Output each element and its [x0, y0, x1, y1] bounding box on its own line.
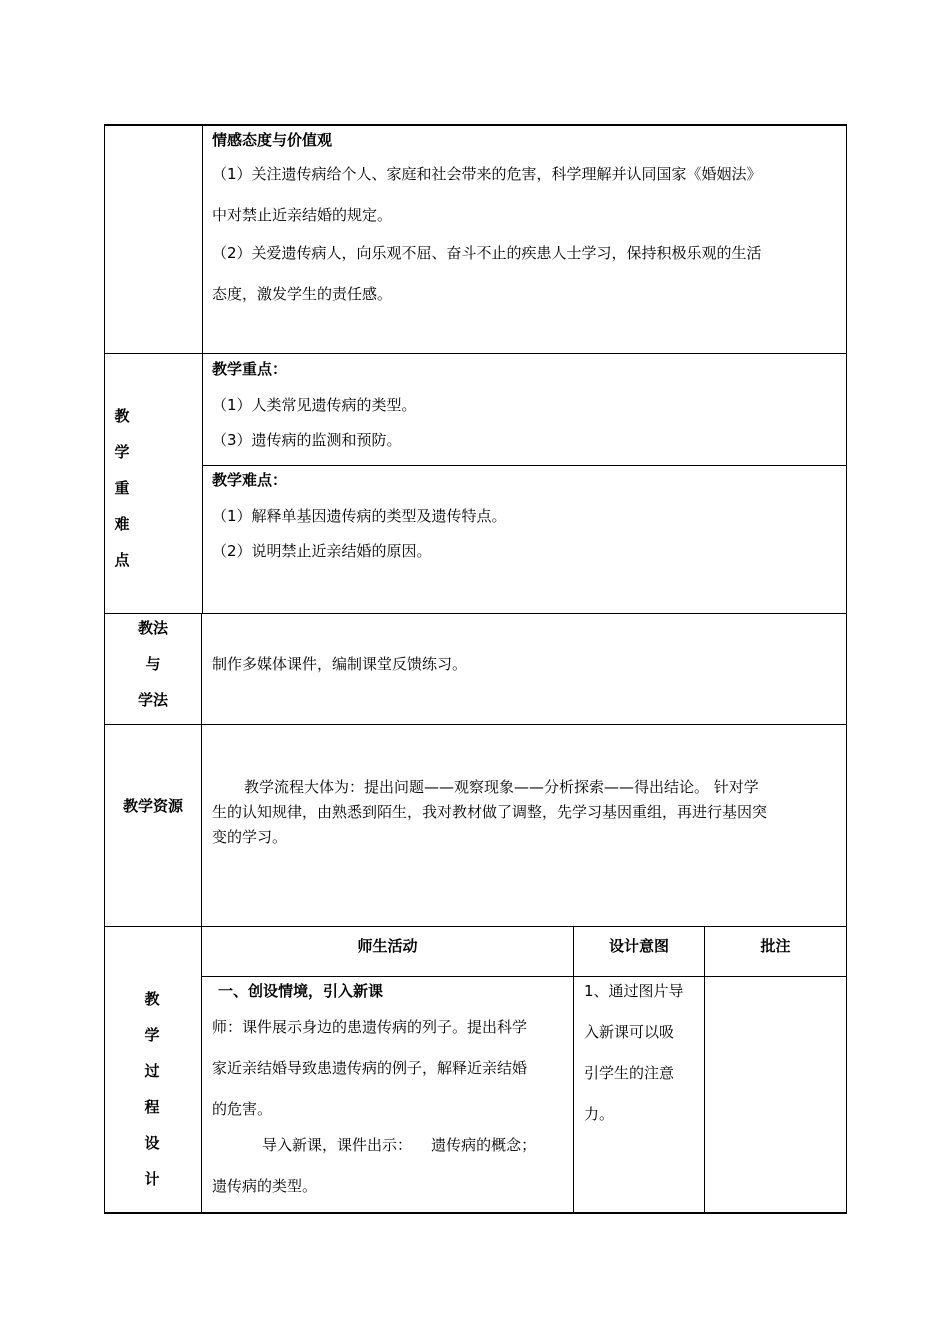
label-char: 设 — [144, 1134, 160, 1152]
row-divider-4 — [104, 926, 847, 927]
column-header-intent: 设计意图 — [608, 937, 669, 955]
resources-line1: 教学流程大体为：提出问题——观察现象——分析探索——得出结论。 针对学 — [244, 778, 759, 796]
label-char: 难 — [114, 515, 130, 533]
intent-line: 引学生的注意 — [584, 1064, 675, 1082]
methods-content: 制作多媒体课件，编制课堂反馈练习。 — [212, 655, 468, 673]
step1-line: 师：课件展示身边的患遗传病的列子。提出科学 — [212, 1018, 528, 1036]
process-label — [134, 981, 170, 1197]
row-divider-key-diff — [202, 465, 847, 466]
emotion-p1-line2: 中对禁止近亲结婚的规定。 — [212, 206, 393, 224]
emotion-p2-line2: 态度，激发学生的责任感。 — [212, 285, 393, 303]
step1-line: 家近亲结婚导致患遗传病的例子，解释近亲结婚 — [212, 1059, 528, 1077]
table-border-top — [104, 124, 847, 126]
step1-line: 遗传病的类型。 — [212, 1177, 318, 1195]
key-point-item: （3）遗传病的监测和预防。 — [212, 431, 402, 449]
column-divider-note — [704, 926, 705, 1214]
label-char: 点 — [114, 551, 130, 569]
row-divider-header — [201, 976, 847, 977]
table-border-bottom — [104, 1212, 847, 1214]
label-char: 教 — [144, 990, 160, 1008]
difficult-point-item: （1）解释单基因遗传病的类型及遗传特点。 — [212, 507, 507, 525]
difficult-points-heading: 教学难点： — [212, 471, 288, 489]
row-divider-3 — [104, 724, 847, 725]
emotion-p2-line1: （2）关爱遗传病人，向乐观不屈、奋斗不止的疾患人士学习，保持积极乐观的生活 — [212, 244, 762, 262]
column-header-activity: 师生活动 — [357, 937, 418, 955]
resources-label: 教学资源 — [122, 797, 183, 815]
difficult-point-item: （2）说明禁止近亲结婚的原因。 — [212, 542, 432, 560]
key-difficult-label — [104, 398, 140, 578]
row-divider-2 — [104, 613, 847, 614]
step1-line: 的危害。 — [212, 1100, 273, 1118]
label-char: 重 — [114, 479, 130, 497]
step1-line: 导入新课，课件出示： 遗传病的概念； — [262, 1136, 537, 1154]
methods-label-line1: 教法 — [137, 619, 168, 637]
label-char: 过 — [144, 1062, 160, 1080]
label-column-divider-a — [202, 124, 203, 614]
column-header-note: 批注 — [760, 937, 791, 955]
label-char: 教 — [114, 407, 130, 425]
key-point-item: （1）人类常见遗传病的类型。 — [212, 396, 417, 414]
methods-label-line2: 与 — [145, 655, 161, 673]
table-border-right — [846, 124, 847, 1214]
intent-line: 力。 — [584, 1105, 615, 1123]
step1-title: 一、创设情境，引入新课 — [218, 982, 384, 1000]
resources-line3: 变的学习。 — [212, 828, 288, 846]
label-char: 程 — [144, 1098, 160, 1116]
label-char: 学 — [114, 443, 130, 461]
emotion-heading: 情感态度与价值观 — [212, 131, 333, 149]
intent-line: 入新课可以吸 — [584, 1023, 675, 1041]
resources-line2: 生的认知规律，由熟悉到陌生，我对教材做了调整，先学习基因重组，再进行基因突 — [212, 803, 768, 821]
row-divider-1 — [104, 353, 847, 354]
column-divider-intent — [573, 926, 574, 1214]
methods-label-line3: 学法 — [137, 691, 168, 709]
label-char: 计 — [144, 1170, 160, 1188]
emotion-p1-line1: （1）关注遗传病给个人、家庭和社会带来的危害，科学理解并认同国家《婚姻法》 — [212, 165, 762, 183]
intent-line: 1、通过图片导 — [584, 982, 684, 1000]
label-char: 学 — [144, 1026, 160, 1044]
key-points-heading: 教学重点： — [212, 360, 288, 378]
